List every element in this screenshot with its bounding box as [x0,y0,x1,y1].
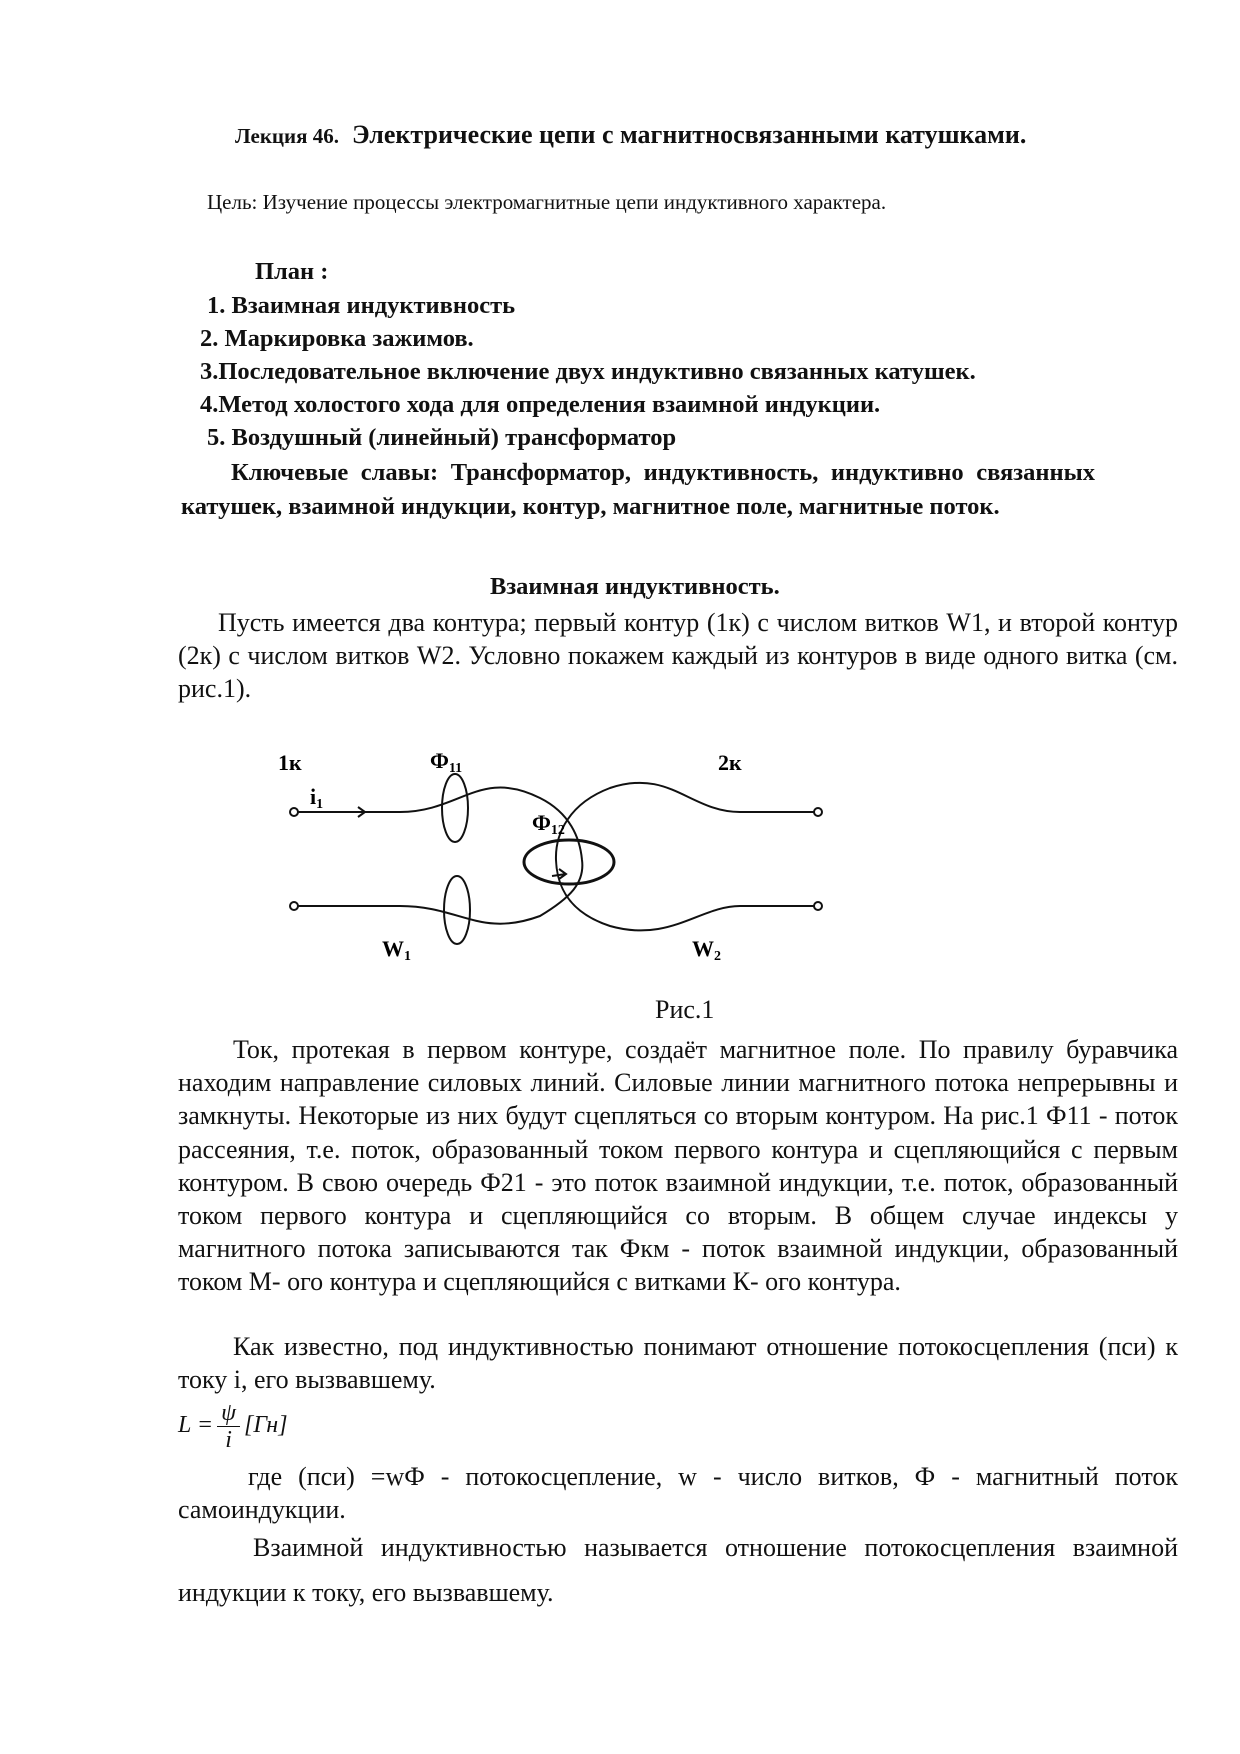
label-f12: Ф12 [532,810,565,838]
label-2k: 2к [718,750,742,775]
plan-item-3: 3.Последовательное включение двух индуктивно связанных катушек. [200,358,976,385]
plan-title: План : [255,258,329,285]
formula-lhs: L = [178,1412,214,1439]
flux-loop-f11-top [442,774,468,842]
keywords-paragraph [181,456,1095,524]
paragraph-1 [178,606,1178,706]
terminal-2k-top [814,808,822,816]
paragraph-3 [178,1330,1178,1396]
label-1k: 1к [278,750,302,775]
plan-item-2: 2. Маркировка зажимов. [200,325,474,352]
figure-caption: Рис.1 [655,995,715,1024]
label-i1: i1 [310,784,324,812]
inductance-formula [178,1400,288,1453]
flux-loop-f12 [524,840,614,884]
paragraph-5 [178,1525,1178,1615]
flux-loop-f11-bottom [444,876,470,944]
current-arrow-icon [350,807,365,817]
paragraph-3-text: Как известно, под индуктивностью понимают отношение потокосцепления (пси) к току i, его вызвавшему. [178,1332,1178,1395]
label-w1: W1 [382,936,411,964]
terminal-2k-bottom [814,902,822,910]
paragraph-2-text: Ток, протекая в первом контуре, создаёт магнитное поле. По правилу буравчика находим направление силовых линий. Силовые линии магнитного потока непрерывны и замкнуты. Некоторые из них будут сцепляться со вторым контуром. На рис.1 Ф11 - поток рассеяния, т.е. поток, образованный током первого контура и сцепляющийся с первым контуром. В свою очередь Ф21 - это поток взаимной индукции, т.е. поток, образованный током первого контура и сцепляющийся со вторым. В общем случае индексы у магнитного потока записываются так Фкм - поток взаимной индукции, образованный током М- ого контура и сцепляющийся с витками К- ого контура. [178,1035,1178,1297]
lecture-number: Лекция 46. [235,124,339,148]
page-title [235,120,1026,150]
plan-item-5: 5. Воздушный (линейный) трансформатор [207,424,677,451]
paragraph-4-text: где (пси) =wФ - потокосцепление, w - число витков, Ф - магнитный поток самоиндукции. [178,1462,1178,1525]
plan-item-1: 1. Взаимная индуктивность [207,292,516,319]
paragraph-2 [178,1033,1178,1299]
keywords-text: Ключевые славы: Трансформатор, индуктивность, индуктивно связанных катушек, взаимной индукции, контур, магнитное поле, магнитные поток. [181,459,1095,520]
section-heading: Взаимная индуктивность. [490,573,780,600]
label-f11: Ф11 [430,748,463,776]
formula-fraction [217,1400,240,1453]
plan-item-4: 4.Метод холостого хода для определения взаимной индукции. [200,391,881,418]
lecture-title: Электрические цепи с магнитносвязанными катушками. [352,120,1027,149]
terminal-1k-top [290,808,298,816]
label-w2: W2 [692,936,721,964]
figure-1-circuit-diagram [270,738,850,973]
paragraph-4 [178,1460,1178,1526]
paragraph-1-text: Пусть имеется два контура; первый контур (1к) с числом витков W1, и второй контур (2к) с числом витков W2. Условно покажем каждый из контуров в виде одного витка (см. рис.1). [178,608,1178,704]
formula-numerator: ψ [217,1400,240,1427]
formula-denominator: i [225,1427,232,1453]
contour-2k [556,783,814,931]
terminal-1k-bottom [290,902,298,910]
contour-1k [298,788,582,924]
paragraph-5-text: Взаимной индуктивностью называется отношение потокосцепления взаимной индукции к току, его вызвавшему. [178,1533,1178,1607]
formula-unit: [Гн] [244,1412,288,1439]
goal-text: Цель: Изучение процессы электромагнитные цепи индуктивного характера. [207,190,887,214]
